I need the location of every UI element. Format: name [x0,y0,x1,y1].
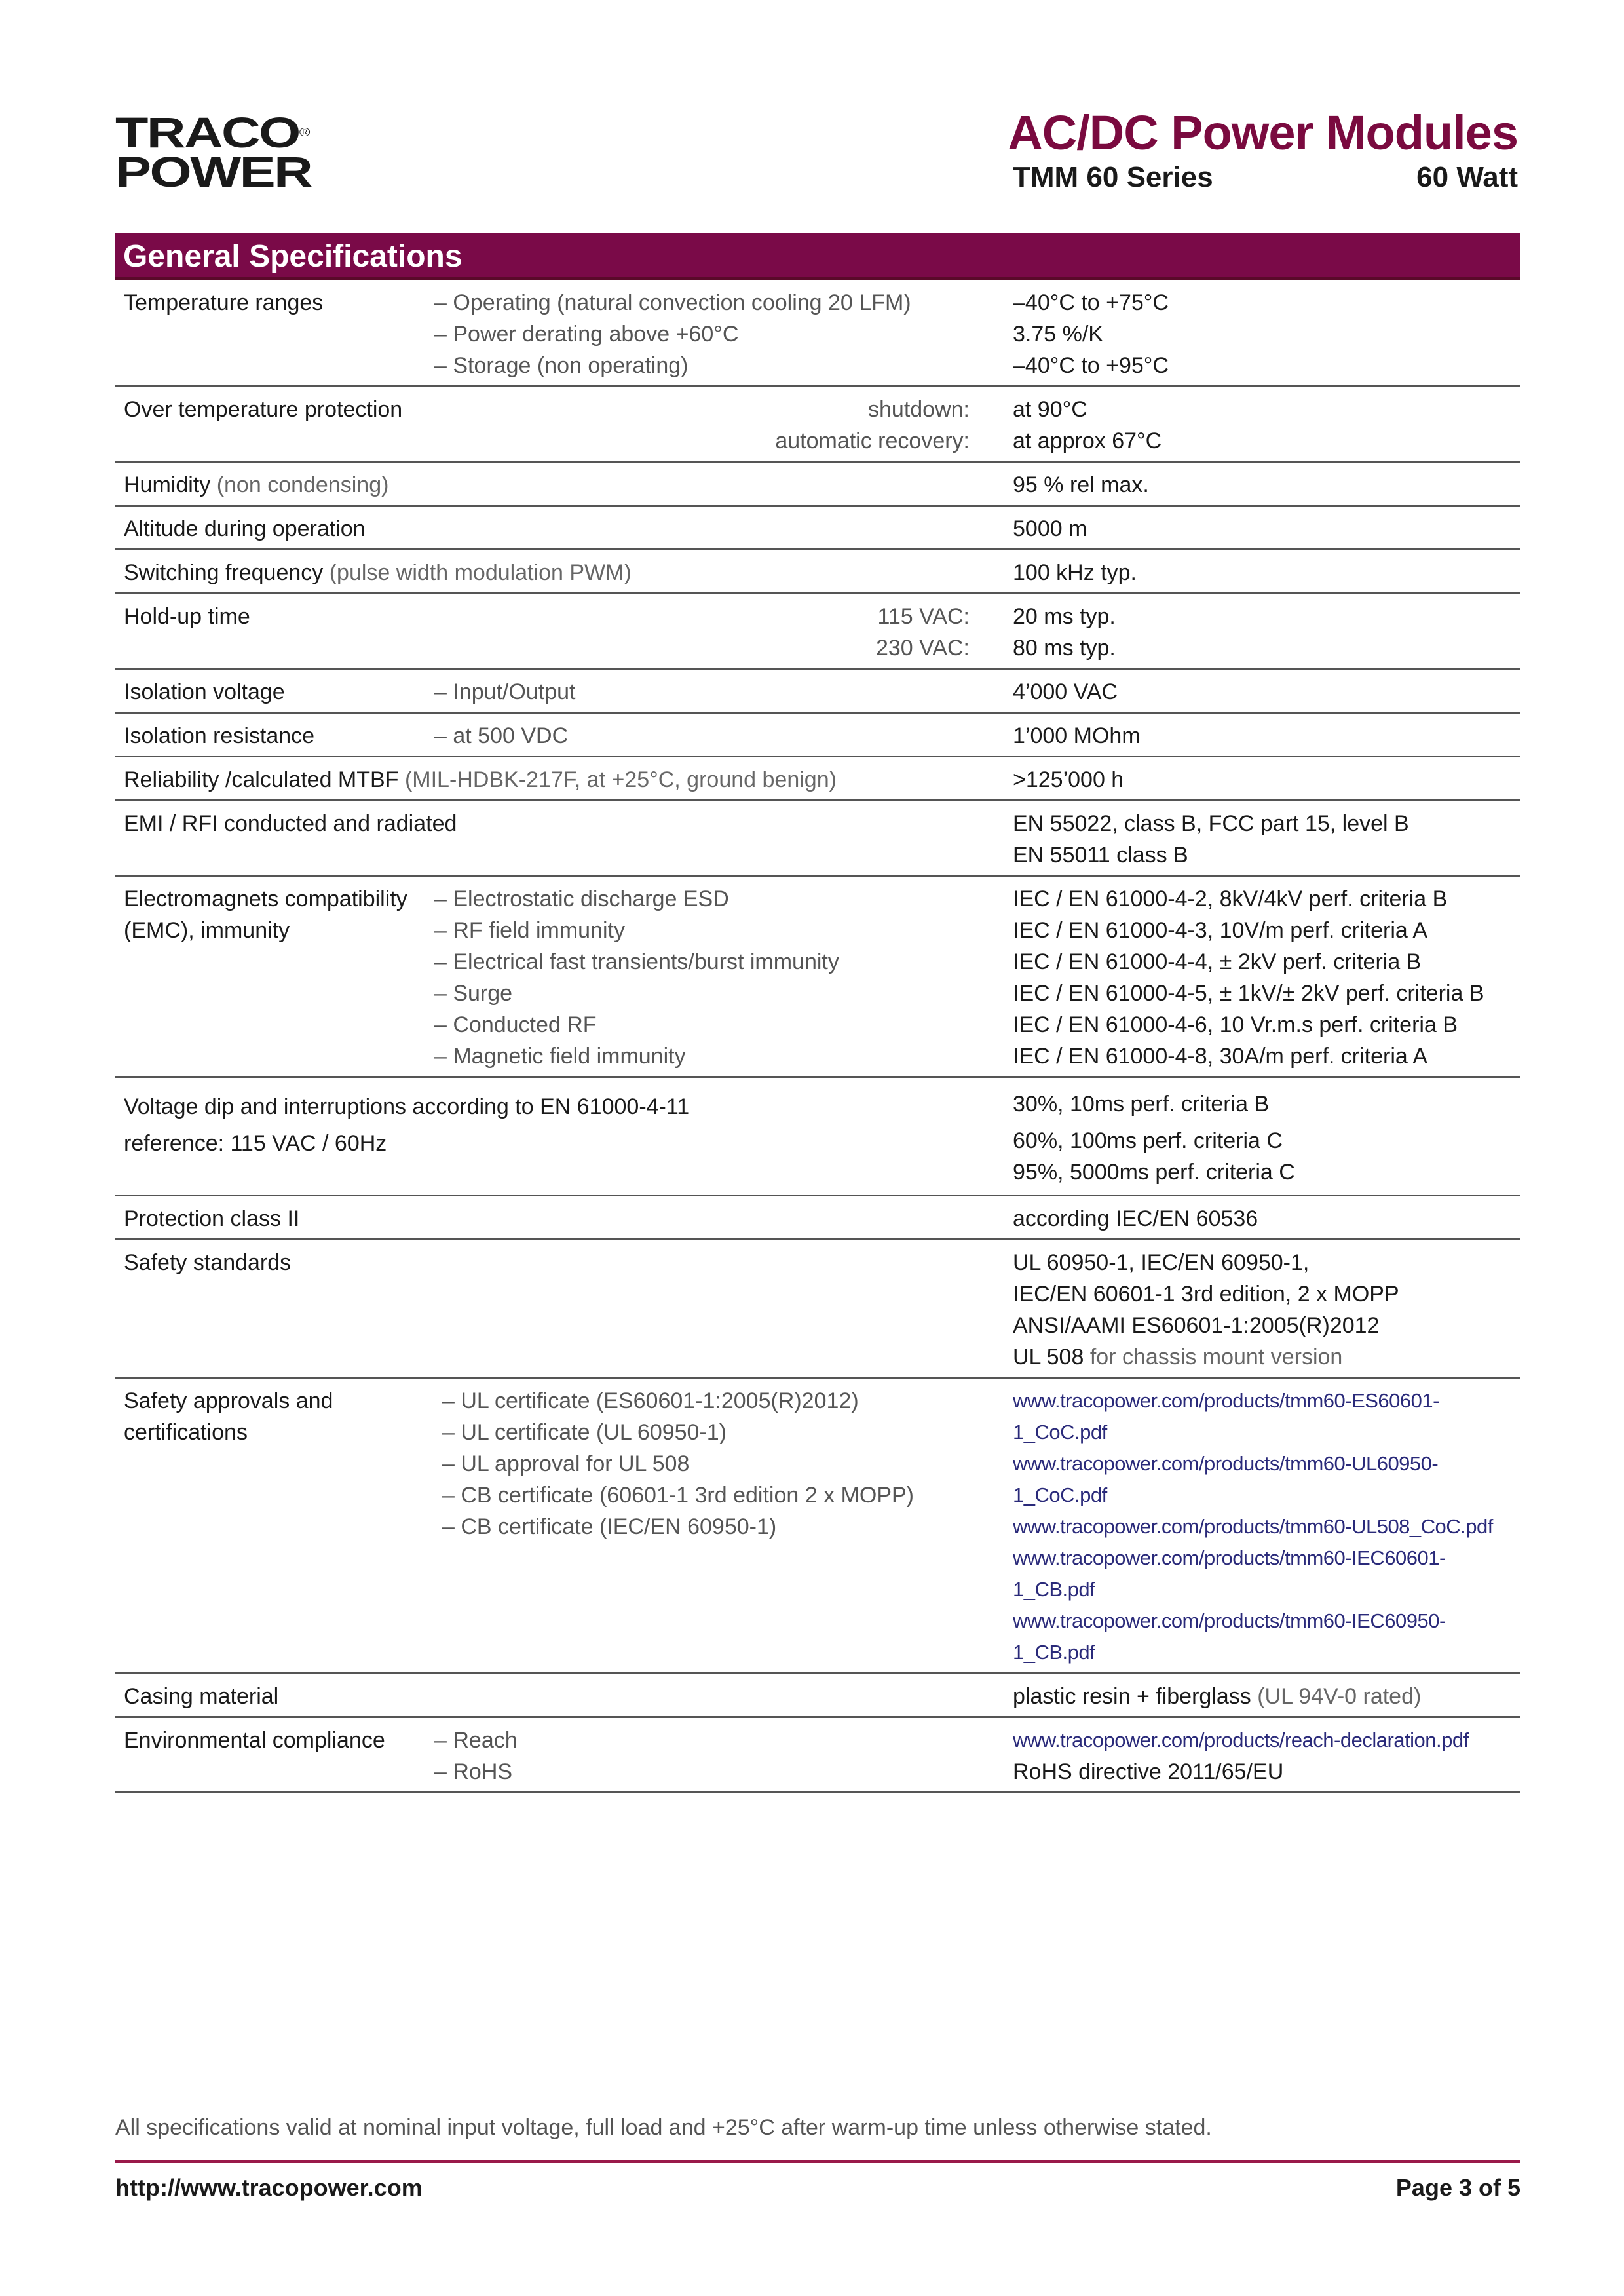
page-number: Page 3 of 5 [1395,2174,1520,2201]
row-values [989,513,1520,545]
value: –40°C to +95°C [1013,353,1169,378]
value: 100 kHz typ. [1013,560,1137,585]
value: >125’000 h [1013,767,1124,792]
row-conditions [434,287,989,381]
condition: – UL approval for UL 508 [442,1451,690,1476]
spec-row-over-temperature [115,387,1520,463]
row-values [989,720,1520,752]
label-text: (EMC), immunity [124,918,290,943]
condition: – Input/Output [434,679,576,704]
row-values [989,557,1520,588]
condition: – Power derating above +60°C [434,322,739,347]
row-values [989,676,1520,708]
spec-row-safety-approvals [115,1379,1520,1674]
row-conditions [434,676,989,708]
spec-row-altitude [115,507,1520,550]
row-values [989,764,1520,795]
spec-row-protection-class [115,1196,1520,1240]
row-label: Safety standards [124,1250,292,1275]
row-values [989,883,1520,1072]
value: UL 60950-1, IEC/EN 60950-1, [1013,1250,1310,1275]
row-values [989,1203,1520,1234]
value: 60%, 100ms perf. criteria C [1013,1128,1283,1153]
value: according IEC/EN 60536 [1013,1206,1258,1231]
row-conditions [434,883,989,1072]
value: IEC / EN 61000-4-6, 10 Vr.m.s perf. criteria B [1013,1012,1458,1037]
series-line [1013,161,1518,194]
label-note: (MIL-HDBK-217F, at +25°C, ground benign) [404,767,837,792]
condition: 115 VAC: [877,604,970,629]
row-conditions [434,601,989,664]
row-label: Isolation voltage [124,679,285,704]
condition: – Conducted RF [434,1012,597,1037]
row-label [115,1385,434,1668]
footnote: All specifications valid at nominal input voltage, full load and +25°C after warm-up time unless otherwise stated. [115,2115,1212,2140]
value: 3.75 %/K [1013,322,1103,347]
spec-row-hold-up-time [115,594,1520,670]
row-label [115,1088,989,1188]
spec-row-emc [115,877,1520,1078]
series-name: TMM 60 Series [1013,161,1213,193]
condition: – Surge [434,981,513,1006]
condition: – UL certificate (UL 60950-1) [442,1420,727,1445]
power-rating: 60 Watt [1416,161,1518,193]
condition: – at 500 VDC [434,723,569,748]
row-label: Casing material [124,1684,279,1709]
condition: – RoHS [434,1759,513,1784]
row-label: EMI / RFI conducted and radiated [124,811,457,836]
value: 1’000 MOhm [1013,723,1141,748]
row-conditions [434,394,989,457]
label-text: certifications [124,1420,248,1445]
row-label: Hold-up time [124,604,250,629]
value: IEC/EN 60601-1 3rd edition, 2 x MOPP [1013,1282,1399,1307]
row-values [989,1385,1520,1668]
row-label: Isolation resistance [124,723,315,748]
value: at approx 67°C [1013,429,1162,453]
row-label [115,557,989,588]
row-label: Environmental compliance [124,1728,385,1753]
label-text: Electromagnets compatibility [124,887,407,911]
value: –40°C to +75°C [1013,290,1169,315]
value: 95%, 5000ms perf. criteria C [1013,1160,1295,1185]
row-conditions [434,1725,989,1788]
row-conditions [434,720,989,752]
logo-text-1: TRACO [115,108,299,157]
reach-declaration-link[interactable]: www.tracopower.com/products/reach-declaration.pdf [1013,1729,1469,1751]
certificate-link[interactable]: www.tracopower.com/products/tmm60-UL508_CoC.pdf [1013,1515,1493,1538]
value: 4’000 VAC [1013,679,1118,704]
label-text: Switching frequency [124,560,324,585]
condition: – CB certificate (60601-1 3rd edition 2 x MOPP) [442,1483,914,1508]
row-values [989,601,1520,664]
website-link[interactable]: http://www.tracopower.com [115,2174,423,2201]
label-text: Safety approvals and [124,1388,333,1413]
registered-mark: ® [299,126,311,139]
row-values [989,1247,1520,1373]
row-label [115,883,434,1072]
row-values [989,808,1520,871]
value: 20 ms typ. [1013,604,1116,629]
label-text: reference: 115 VAC / 60Hz [124,1131,387,1156]
spec-row-isolation-voltage [115,670,1520,714]
value [1013,1341,1520,1373]
value: IEC / EN 61000-4-2, 8kV/4kV perf. criteria B [1013,887,1448,911]
condition: – Operating (natural convection cooling 20 LFM) [434,290,911,315]
logo-text-2: POWER [115,147,312,196]
row-label: Altitude during operation [124,516,366,541]
label-text: Humidity [124,472,211,497]
footer-divider [115,2160,1520,2163]
row-conditions [434,1385,989,1668]
row-values [989,1725,1520,1788]
spec-row-environmental [115,1718,1520,1793]
value: IEC / EN 61000-4-5, ± 1kV/± 2kV perf. criteria B [1013,981,1484,1006]
document-title: AC/DC Power Modules [1008,105,1518,160]
value: EN 55022, class B, FCC part 15, level B [1013,811,1409,836]
tracopower-logo [115,108,312,196]
row-values [989,469,1520,501]
value-text: UL 508 [1013,1345,1084,1369]
certificate-link[interactable]: www.tracopower.com/products/tmm60-ES60601-1_CoC.pdf [1013,1389,1439,1444]
condition: – Storage (non operating) [434,353,689,378]
condition: – Electrical fast transients/burst immunity [434,949,839,974]
spec-row-temperature [115,280,1520,387]
section-header: General Specifications [115,233,1520,280]
condition: – RF field immunity [434,918,625,943]
value: EN 55011 class B [1013,843,1188,868]
value: 80 ms typ. [1013,636,1116,660]
value: 95 % rel max. [1013,472,1149,497]
condition: 230 VAC: [875,636,970,660]
spec-row-mtbf [115,757,1520,801]
row-label [115,469,989,501]
certificate-link[interactable]: www.tracopower.com/products/tmm60-IEC60950-1_CB.pdf [1013,1609,1446,1664]
value: IEC / EN 61000-4-8, 30A/m perf. criteria A [1013,1044,1428,1069]
label-note: (pulse width modulation PWM) [329,560,632,585]
value: IEC / EN 61000-4-3, 10V/m perf. criteria A [1013,918,1428,943]
condition: shutdown: [868,397,970,422]
value-note: for chassis mount version [1089,1345,1343,1369]
value: RoHS directive 2011/65/EU [1013,1759,1284,1784]
spec-table [115,280,1520,1793]
condition: – Magnetic field immunity [434,1044,686,1069]
row-values [989,1088,1520,1188]
value: at 90°C [1013,397,1087,422]
value: 5000 m [1013,516,1087,541]
row-label: Over temperature protection [124,397,403,422]
spec-row-casing [115,1674,1520,1718]
condition: – Reach [434,1728,518,1753]
value: ANSI/AAMI ES60601-1:2005(R)2012 [1013,1313,1380,1338]
value-text: plastic resin + fiberglass [1013,1684,1251,1709]
value-note: (UL 94V-0 rated) [1257,1684,1422,1709]
spec-row-switching-frequency [115,550,1520,594]
certificate-link[interactable]: www.tracopower.com/products/tmm60-UL60950-1_CoC.pdf [1013,1452,1439,1506]
row-label: Protection class II [124,1206,300,1231]
value: IEC / EN 61000-4-4, ± 2kV perf. criteria B [1013,949,1422,974]
condition: – UL certificate (ES60601-1:2005(R)2012) [442,1388,859,1413]
label-note: (non condensing) [216,472,389,497]
condition: automatic recovery: [775,429,970,453]
row-values [989,394,1520,457]
row-label: Temperature ranges [124,290,324,315]
value: 30%, 10ms perf. criteria B [1013,1092,1270,1117]
condition: – Electrostatic discharge ESD [434,887,729,911]
row-values [989,1681,1520,1712]
spec-row-emi [115,801,1520,877]
row-label [115,764,989,795]
certificate-link[interactable]: www.tracopower.com/products/tmm60-IEC60601-1_CB.pdf [1013,1546,1446,1601]
spec-row-voltage-dip [115,1078,1520,1196]
row-values [989,287,1520,381]
label-text: Reliability /calculated MTBF [124,767,399,792]
spec-row-isolation-resistance [115,714,1520,757]
spec-row-humidity [115,463,1520,507]
spec-row-safety-standards [115,1240,1520,1379]
label-text: Voltage dip and interruptions according to EN 61000-4-11 [124,1094,690,1119]
condition: – CB certificate (IEC/EN 60950-1) [442,1514,777,1539]
